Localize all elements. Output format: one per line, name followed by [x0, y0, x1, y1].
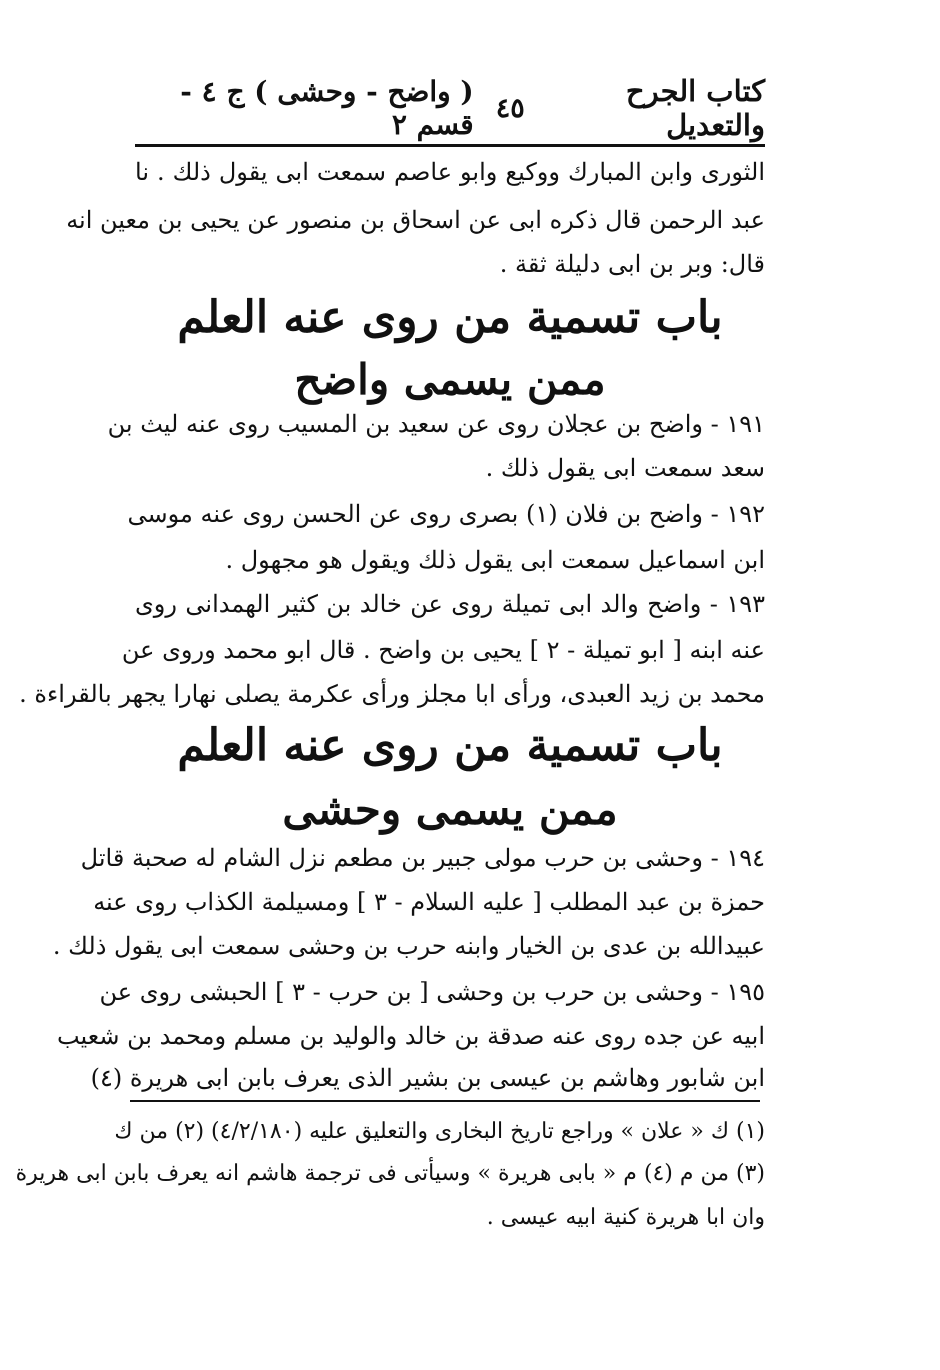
entry-line: عبيدالله بن عدى بن الخيار وابنه حرب بن وحشى سمعت ابى يقول ذلك . [52, 932, 765, 960]
chapter-subheading: ممن يسمى وحشى [282, 785, 618, 834]
footnote-line: (٣) من م (٤) م « بابى هريرة » وسيأتى فى ترجمة هاشم انه يعرف بابن ابى هريرة [15, 1161, 765, 1186]
footnote-line: وان ابا هريرة كنية ابيه عيسى . [486, 1205, 765, 1230]
section-label: ( واضح - وحشى ) ج ٤ - قسم ٢ [180, 75, 474, 141]
entry-line: ابن اسماعيل سمعت ابى يقول ذلك ويقول هو مجهول . [225, 546, 765, 574]
chapter-subheading: ممن يسمى واضح [294, 355, 606, 404]
footnote-rule [130, 1100, 760, 1102]
entry-line: عنه ابنه [ ابو تميلة - ٢ ] يحيى بن واضح . قال ابو محمد وروى عن [121, 636, 765, 664]
chapter-heading: باب تسمية من روى عنه العلم [177, 292, 723, 343]
chapter-heading: باب تسمية من روى عنه العلم [177, 720, 723, 771]
entry-line: سعد سمعت ابى يقول ذلك . [485, 454, 765, 482]
running-header [135, 74, 765, 142]
header-rule [135, 144, 765, 147]
body-line: عبد الرحمن قال ذكره ابى عن اسحاق بن منصور عن يحيى بن معين انه [66, 206, 765, 234]
entry-line: ١٩٣ - واضح والد ابى تميلة روى عن خالد بن كثير الهمدانى روى [135, 590, 765, 618]
entry-line: ١٩٥ - وحشى بن حرب بن وحشى [ بن حرب - ٣ ] الحبشى روى عن [99, 978, 765, 1006]
book-title: كتاب الجرح والتعديل [625, 74, 765, 142]
body-line: الثورى وابن المبارك ووكيع وابو عاصم سمعت ابى يقول ذلك . نا [135, 158, 765, 186]
body-line: قال: وبر بن ابى دليلة ثقة . [499, 250, 765, 278]
entry-line: ١٩٢ - واضح بن فلان (١) بصرى روى عن الحسن روى عنه موسى [127, 500, 765, 528]
entry-line: ١٩٤ - وحشى بن حرب مولى جبير بن مطعم نزل الشام له صحبة قاتل [80, 844, 765, 872]
entry-line: ابيه عن جده روى عنه صدقة بن خالد والوليد بن مسلم ومحمد بن شعيب [56, 1022, 765, 1050]
entry-line: محمد بن زيد العبدى، ورأى ابا مجلز ورأى عكرمة يصلى نهارا يجهر بالقراءة . [19, 680, 765, 708]
entry-line: حمزة بن عبد المطلب [ عليه السلام - ٣ ] ومسيلمة الكذاب روى عنه [93, 888, 765, 916]
entry-line: ابن شابور وهاشم بن عيسى بن بشير الذى يعرف بابن ابى هريرة (٤) [90, 1064, 765, 1092]
entry-line: ١٩١ - واضح بن عجلان روى عن سعيد بن المسيب روى عنه ليث بن [107, 410, 765, 438]
footnote-line: (١) ك « علان » وراجع تاريخ البخارى والتعليق عليه (٤/٢/١٨٠) (٢) من ك [114, 1119, 765, 1144]
page-number: ٤٥ [495, 92, 525, 124]
